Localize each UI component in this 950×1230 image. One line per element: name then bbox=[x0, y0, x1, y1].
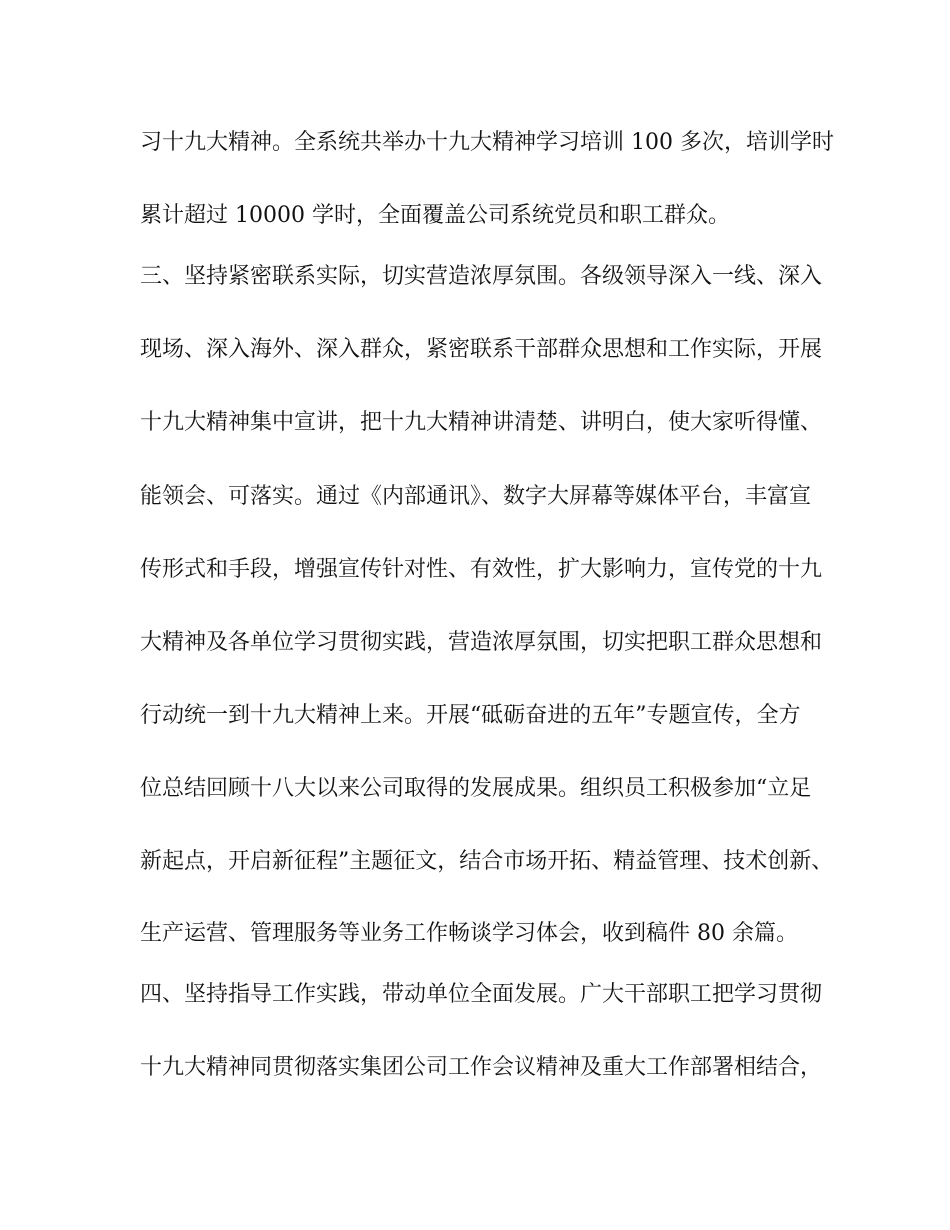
text-line-11: 新起点，开启新征程”主题征文，结合市场开拓、精益管理、技术创新、 bbox=[140, 849, 834, 874]
text-line-5: 十九大精神集中宣讲，把十九大精神讲清楚、讲明白，使大家听得懂、 bbox=[140, 410, 823, 435]
text-line-3: 三、坚持紧密联系实际，切实营造浓厚氛围。各级领导深入一线、深入 bbox=[140, 264, 823, 289]
text-line-7: 传形式和手段，增强宣传针对性、有效性，扩大影响力，宣传党的十九 bbox=[140, 557, 823, 582]
text-line-8: 大精神及各单位学习贯彻实践，营造浓厚氛围，切实把职工群众思想和 bbox=[140, 630, 823, 655]
text-line-13: 四、坚持指导工作实践，带动单位全面发展。广大干部职工把学习贯彻 bbox=[140, 982, 823, 1007]
text-line-10: 位总结回顾十八大以来公司取得的发展成果。组织员工积极参加“立足 bbox=[140, 776, 812, 801]
text-line-2: 累计超过 10000 学时，全面覆盖公司系统党员和职工群众。 bbox=[140, 203, 730, 228]
text-line-12: 生产运营、管理服务等业务工作畅谈学习体会，收到稿件 80 余篇。 bbox=[140, 921, 798, 946]
text-line-4: 现场、深入海外、深入群众，紧密联系干部群众思想和工作实际，开展 bbox=[140, 337, 823, 362]
text-line-14: 十九大精神同贯彻落实集团公司工作会议精神及重大工作部署相结合， bbox=[140, 1055, 823, 1080]
text-line-6: 能领会、可落实。通过《内部通讯》、数字大屏幕等媒体平台，丰富宣 bbox=[140, 484, 812, 509]
text-line-9: 行动统一到十九大精神上来。开展“砥砺奋进的五年”专题宣传，全方 bbox=[140, 703, 801, 728]
text-line-1: 习十九大精神。全系统共举办十九大精神学习培训 100 多次，培训学时 bbox=[140, 130, 834, 155]
